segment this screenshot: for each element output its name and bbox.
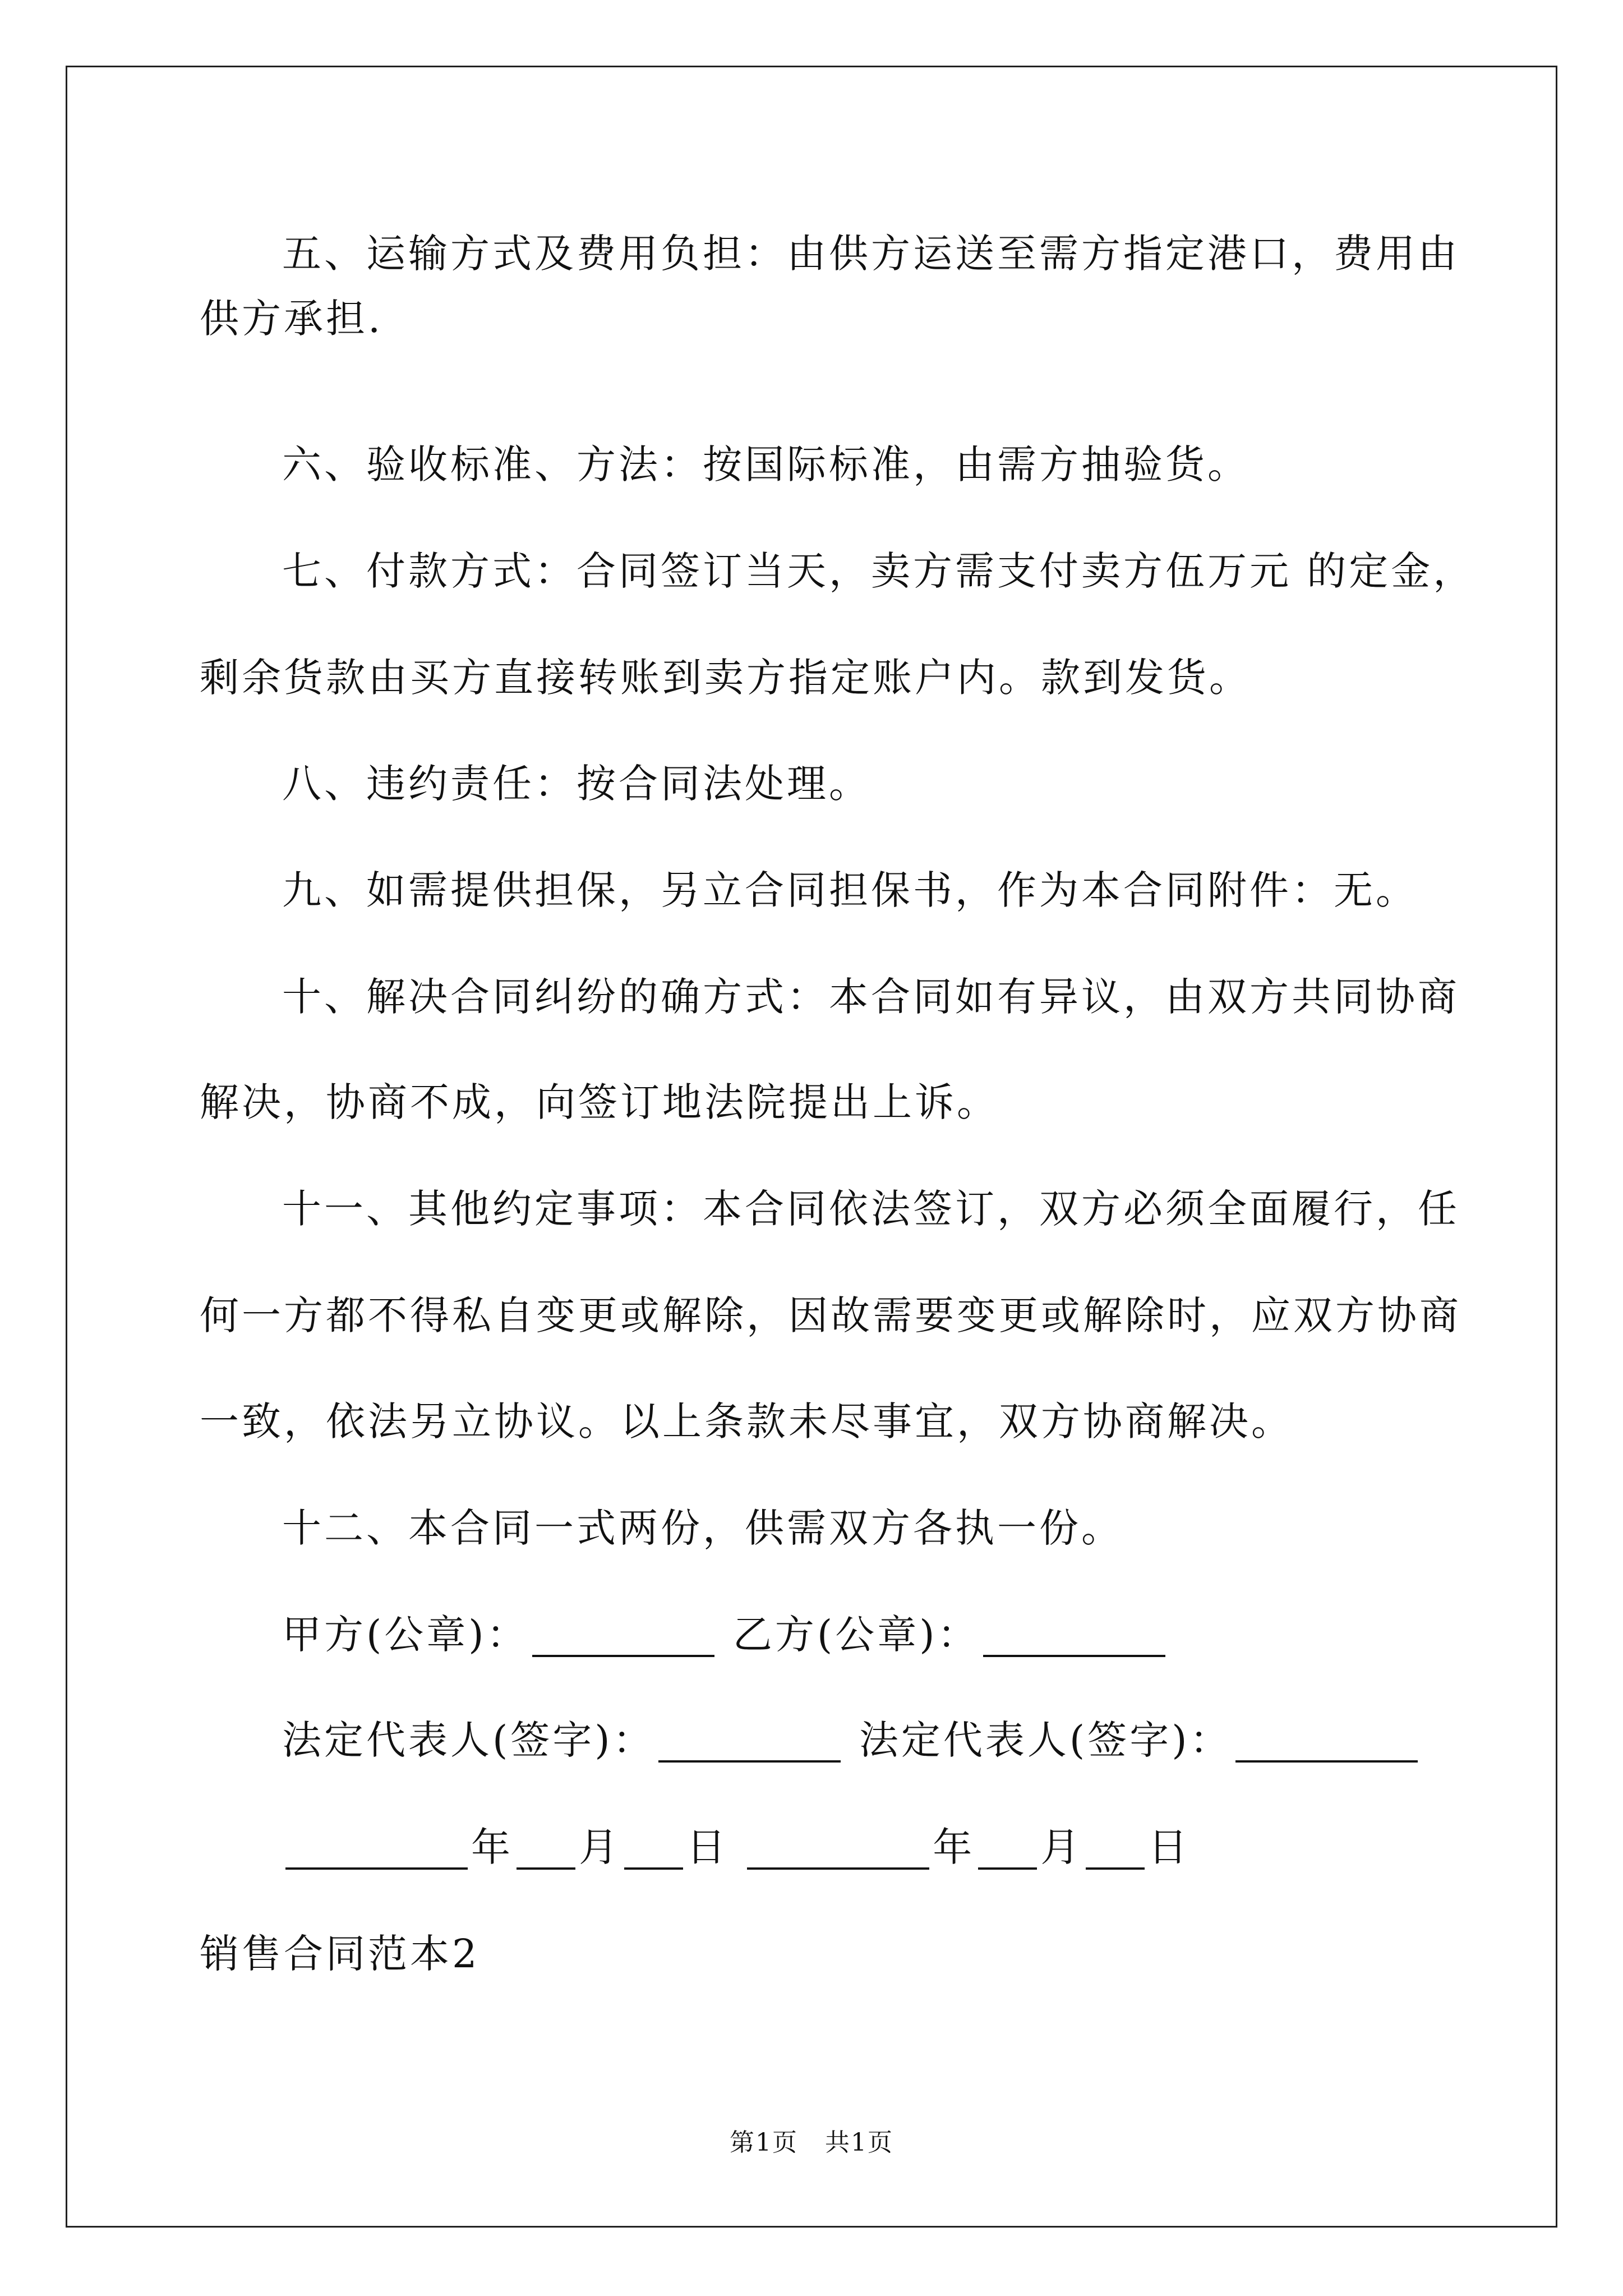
year-a-blank (285, 1833, 468, 1870)
rep-b-label: 法定代表人(签字)： (859, 1717, 1232, 1763)
clause-11-line-1: 十一、其他约定事项：本合同依法签订，双方必须全面履行，任 (282, 1186, 1460, 1232)
page-border (66, 66, 1557, 2228)
footer-total-pages: 共1页 (825, 2128, 893, 2157)
month-b-blank (978, 1833, 1037, 1870)
month-a-label: 月 (579, 1824, 621, 1870)
party-a-seal-label: 甲方(公章)： (282, 1612, 529, 1658)
year-b-label: 年 (933, 1824, 975, 1870)
day-b-blank (1086, 1833, 1145, 1870)
clause-11-line-2: 何一方都不得私自变更或解除，因故需要变更或解除时，应双方协商 (200, 1292, 1461, 1338)
clause-7-line-2: 剩余货款由买方直接转账到卖方指定账户内。款到发货。 (200, 655, 1251, 701)
year-b-blank (747, 1833, 929, 1870)
rep-a-blank (658, 1726, 841, 1763)
party-b-seal-label: 乙方(公章)： (732, 1612, 980, 1658)
clause-5-line-2: 供方承担. (200, 296, 384, 342)
clause-5-line-1: 五、运输方式及费用负担：由供方运送至需方指定港口，费用由 (282, 231, 1460, 277)
day-b-label: 日 (1148, 1824, 1191, 1870)
clause-10-line-2: 解决，协商不成，向签订地法院提出上诉。 (200, 1079, 999, 1125)
clause-9: 九、如需提供担保，另立合同担保书，作为本合同附件：无。 (282, 867, 1418, 913)
representative-row (282, 1718, 1421, 1763)
party-b-seal-blank (983, 1620, 1165, 1657)
month-b-label: 月 (1040, 1824, 1083, 1870)
clause-11-line-3: 一致，依法另立协议。以上条款未尽事宜，双方协商解决。 (200, 1398, 1293, 1444)
clause-6: 六、验收标准、方法：按国际标准，由需方抽验货。 (282, 441, 1249, 487)
date-row (282, 1825, 1190, 1870)
seal-row (282, 1612, 1169, 1657)
footer-page-number: 第1页 (730, 2128, 798, 2157)
month-a-blank (517, 1833, 575, 1870)
rep-a-label: 法定代表人(签字)： (282, 1717, 655, 1763)
clause-7-line-1: 七、付款方式：合同签订当天，卖方需支付卖方伍万元 的定金， (282, 548, 1476, 594)
day-a-blank (624, 1833, 683, 1870)
clause-8: 八、违约责任：按合同法处理。 (282, 761, 871, 807)
rep-b-blank (1235, 1726, 1418, 1763)
next-section-title: 销售合同范本2 (200, 1931, 480, 1977)
clause-12: 十二、本合同一式两份，供需双方各执一份。 (282, 1505, 1123, 1551)
party-a-seal-blank (532, 1620, 714, 1657)
year-a-label: 年 (471, 1824, 513, 1870)
day-a-label: 日 (686, 1824, 728, 1870)
clause-10-line-1: 十、解决合同纠纷的确方式：本合同如有异议，由双方共同协商 (282, 974, 1460, 1020)
page-footer (0, 2129, 1623, 2157)
